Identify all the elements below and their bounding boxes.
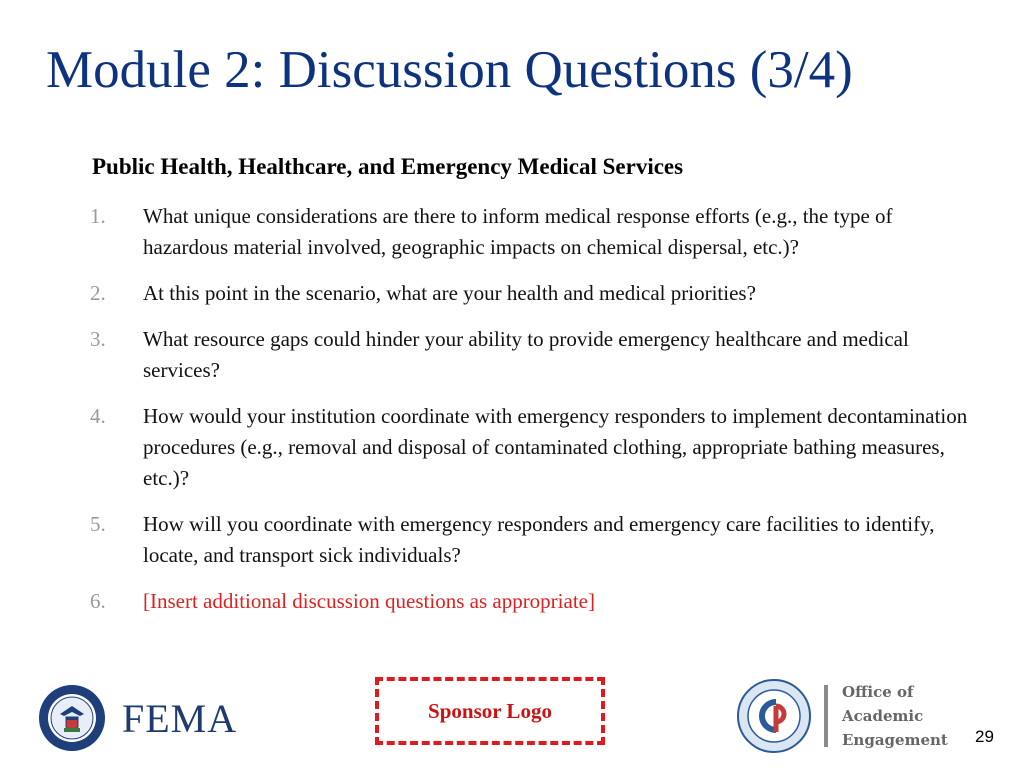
question-number: 2.: [90, 281, 106, 305]
section-heading: Public Health, Healthcare, and Emergency Medical Services: [92, 154, 684, 179]
question-number: 6.: [90, 589, 106, 613]
oae-branding: [736, 678, 948, 754]
office-of-academic-engagement: [842, 680, 948, 752]
question-item: [90, 509, 970, 571]
fema-branding: [38, 684, 237, 752]
question-text: How will you coordinate with emergency responders and emergency care facilities to identify, locate, and transport sick individuals?: [143, 512, 935, 567]
question-text: What unique considerations are there to inform medical response efforts (e.g., the type of hazardous material involved, geographic impacts on chemical dispersal, etc.)?: [143, 204, 893, 259]
slide-title: Module 2: Discussion Questions (3/4): [46, 41, 853, 99]
oae-line-3: Engagement: [842, 731, 948, 749]
question-text: [Insert additional discussion questions as appropriate]: [143, 589, 595, 613]
dhs-seal-icon: [38, 684, 106, 752]
question-item: [90, 401, 970, 494]
question-number: 3.: [90, 327, 106, 351]
question-number: 5.: [90, 512, 106, 536]
logo-divider: [824, 685, 828, 747]
question-number: 4.: [90, 404, 106, 428]
sponsor-logo-label: Sponsor Logo: [428, 698, 552, 723]
question-item-placeholder: [90, 586, 970, 617]
question-text: At this point in the scenario, what are your health and medical priorities?: [143, 281, 756, 305]
question-item: [90, 324, 970, 386]
campus-resilience-logo-icon: [736, 678, 812, 754]
question-text: How would your institution coordinate with emergency responders to implement decontamination procedures (e.g., removal and disposal of contaminated clothing, appropriate bathing measures, etc.)?: [143, 404, 968, 490]
page-number: 29: [975, 727, 994, 746]
question-list: [90, 201, 970, 632]
question-item: [90, 201, 970, 263]
oae-line-1: Office of: [842, 683, 914, 701]
question-number: 1.: [90, 204, 106, 228]
sponsor-logo-placeholder: [375, 677, 605, 745]
question-text: What resource gaps could hinder your ability to provide emergency healthcare and medical services?: [143, 327, 909, 382]
oae-line-2: Academic: [842, 707, 924, 725]
fema-logo-text: FEMA: [122, 695, 238, 741]
question-item: [90, 278, 970, 309]
